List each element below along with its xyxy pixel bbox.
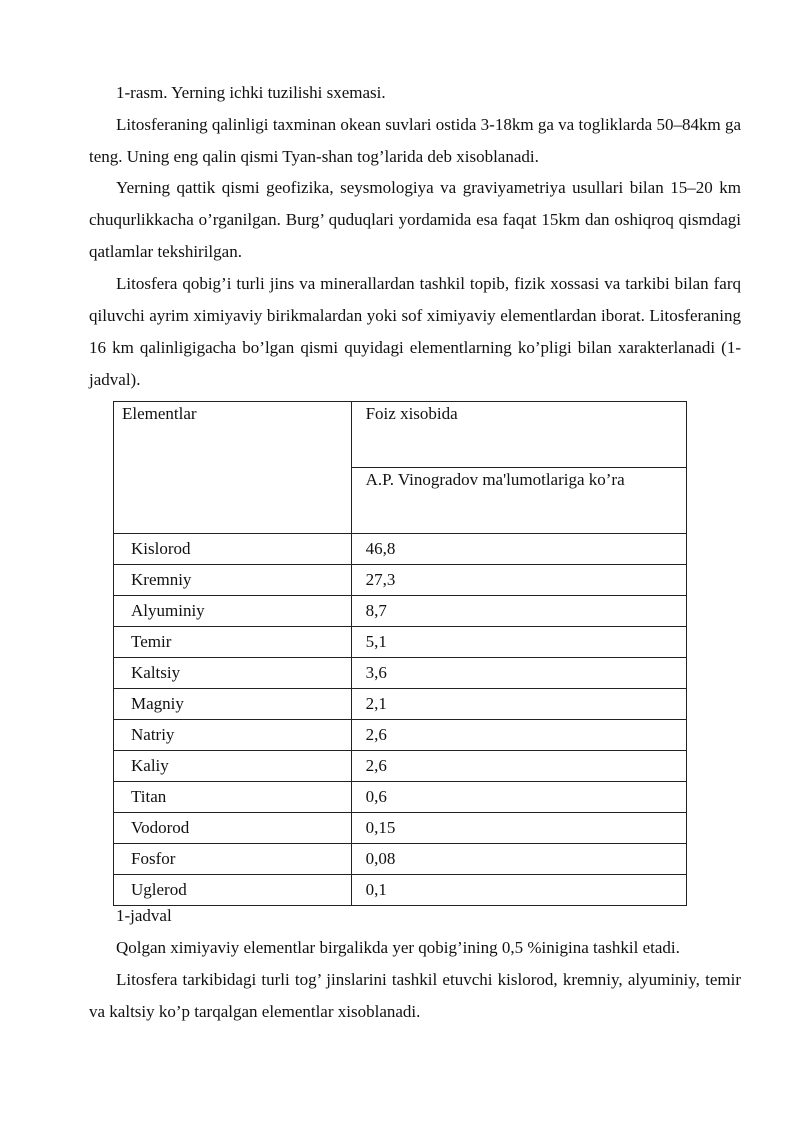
element-percent-cell: 8,7 xyxy=(351,596,686,627)
element-percent-cell: 2,1 xyxy=(351,689,686,720)
table-row xyxy=(114,596,687,627)
table-caption: 1-jadval xyxy=(116,906,172,925)
paragraph-common-elements: Litosfera tarkibidagi turli tog’ jinslarini tashkil etuvchi kislorod, kremniy, alyuminiy, temir va kaltsiy ko’p tarqalgan elementlar xisoblanadi. xyxy=(89,970,741,1021)
table-row xyxy=(114,844,687,875)
paragraph-remaining-elements: Qolgan ximiyaviy elementlar birgalikda yer qobig’ining 0,5 %inigina tashkil etadi. xyxy=(116,938,680,957)
table-row xyxy=(114,627,687,658)
element-name-cell: Natriy xyxy=(114,720,352,751)
table-header-row xyxy=(114,402,687,468)
paragraph-study-methods: Yerning qattik qismi geofizika, seysmologiya va graviyametriya usullari bilan 15–20 km chuqurlikkacha o’rganilgan. Burg’ quduqlari yordamida esa faqat 15km dan oshiqroq qismdagi qatlamlar tekshirilgan. xyxy=(89,178,741,261)
element-percent-cell: 5,1 xyxy=(351,627,686,658)
element-percent-cell: 0,1 xyxy=(351,875,686,906)
table-row xyxy=(114,565,687,596)
header-percent: Foiz xisobida xyxy=(351,402,686,468)
element-name-cell: Temir xyxy=(114,627,352,658)
header-elements: Elementlar xyxy=(114,402,352,534)
element-name-cell: Kislorod xyxy=(114,534,352,565)
table-row xyxy=(114,658,687,689)
table-row xyxy=(114,534,687,565)
element-name-cell: Titan xyxy=(114,782,352,813)
element-name-cell: Kremniy xyxy=(114,565,352,596)
element-percent-cell: 0,08 xyxy=(351,844,686,875)
element-percent-cell: 2,6 xyxy=(351,751,686,782)
element-name-cell: Alyuminiy xyxy=(114,596,352,627)
table-row xyxy=(114,689,687,720)
element-percent-cell: 46,8 xyxy=(351,534,686,565)
table-row xyxy=(114,751,687,782)
table-row xyxy=(114,720,687,751)
element-name-cell: Vodorod xyxy=(114,813,352,844)
element-name-cell: Fosfor xyxy=(114,844,352,875)
element-percent-cell: 2,6 xyxy=(351,720,686,751)
element-percent-cell: 0,15 xyxy=(351,813,686,844)
element-name-cell: Kaliy xyxy=(114,751,352,782)
element-name-cell: Magniy xyxy=(114,689,352,720)
element-percent-cell: 27,3 xyxy=(351,565,686,596)
element-name-cell: Uglerod xyxy=(114,875,352,906)
table-row xyxy=(114,813,687,844)
paragraph-composition: Litosfera qobig’i turli jins va minerallardan tashkil topib, fizik xossasi va tarkibi bilan farq qiluvchi ayrim ximiyaviy birikmalardan yoki sof ximiyaviy elementlardan iborat. Litosferaning 16 km qalinligigacha bo’lgan qismi quyidagi elementlarning ko’pligi bilan xarakterlanadi (1-jadval). xyxy=(89,274,741,389)
paragraph-lithosphere-thickness: Litosferaning qalinligi taxminan okean suvlari ostida 3-18km ga va togliklarda 50–84km ga teng. Uning eng qalin qismi Tyan-shan tog’larida deb xisoblanadi. xyxy=(89,115,741,166)
element-name-cell: Kaltsiy xyxy=(114,658,352,689)
elements-table xyxy=(113,401,687,906)
figure-caption: 1-rasm. Yerning ichki tuzilishi sxemasi. xyxy=(116,83,386,102)
element-percent-cell: 0,6 xyxy=(351,782,686,813)
header-source: A.P. Vinogradov ma'lumotlariga ko’ra xyxy=(351,468,686,534)
table-row xyxy=(114,782,687,813)
element-percent-cell: 3,6 xyxy=(351,658,686,689)
